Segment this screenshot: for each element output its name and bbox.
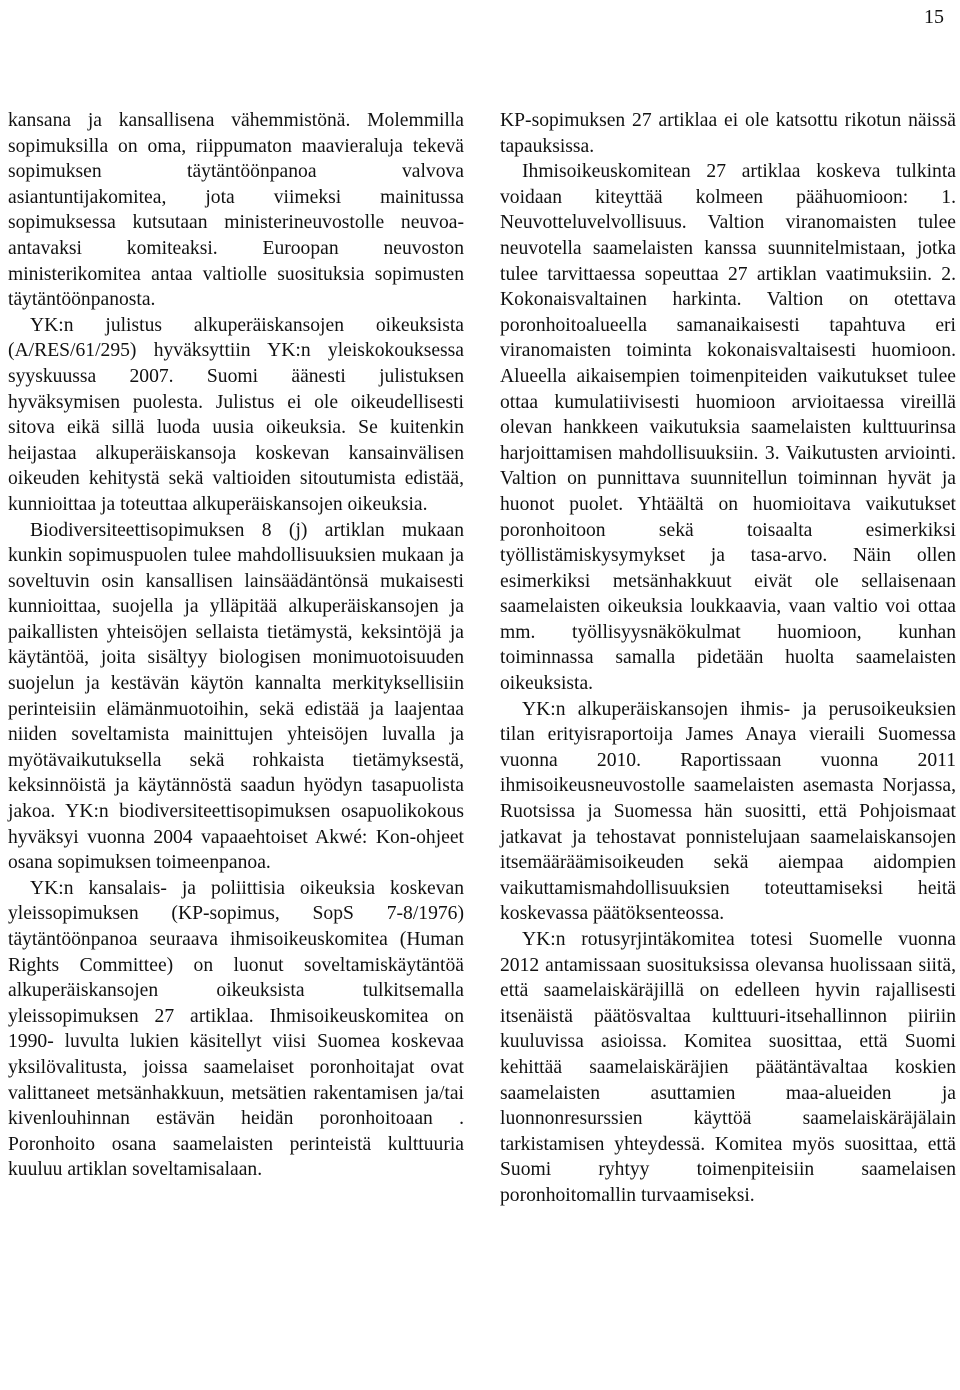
left-column	[8, 108, 464, 1183]
paragraph: YK:n alkuperäiskansojen ihmis- ja perusoikeuksien tilan erityisraportoija James Anaya vieraili Suomessa vuonna 2010. Raportissaan vuonna 2011 ihmisoikeusneuvostolle saamelaisten asemasta Norjassa, Ruotsissa ja Suomessa hän suositti, että Pohjoismaat jatkavat ja tehostavat ponnistelujaan saamelaiskansojen itsemääräämisoikeuden sekä aiempaa aidompien vaikuttamismahdollisuuksien toteuttamiseksi heitä koskevassa päätöksenteossa.	[500, 698, 956, 925]
paragraph: kansana ja kansallisena vähemmistönä. Molemmilla sopimuksilla on oma, riippumaton maavieraluja tekevä sopimuksen täytäntöönpanoa valvova asiantuntijakomitea, jota viimeksi mainitussa sopimuksessa kutsutaan ministerineuvostolle neuvoa-antavaksi komiteaksi. Euroopan neuvoston ministerikomitea antaa valtiolle suosituksia sopimusten täytäntöönpanosta.	[8, 110, 464, 311]
paragraph: Biodiversiteettisopimuksen 8 (j) artiklan mukaan kunkin sopimuspuolen tulee mahdollisuuksien mukaan ja soveltuvin osin kansallisen lainsäädäntönsä mukaisesti kunnioittaa, suojella ja ylläpitää alkuperäiskansojen ja paikallisten yhteisöjen sellaista tietämystä, keksintöjä ja käytäntöä, joita sisältyy biologisen monimuotoisuuden suojelun ja kestävän käytön kannalta merkityksellisiin perinteisiin elämänmuotoihin, sekä edistää ja laajentaa niiden soveltamista mainittujen yhteisöjen luvalla ja myötävaikutuksella sekä rohkaista tietämyksestä, keksinnöistä ja käytännöstä saadun hyödyn tasapuolista jakoa. YK:n biodiversiteettisopimuksen osapuolikokous hyväksyi vuonna 2004 vapaaehtoiset Akwé: Kon-ohjeet osana sopimuksen toimeenpanoa.	[8, 519, 464, 874]
paragraph: YK:n rotusyrjintäkomitea totesi Suomelle vuonna 2012 antamissaan suosituksissa olevansa huolissaan siitä, että saamelaiskäräjillä on edelleen hyvin rajallisesti itsenäistä päätösvaltaa kulttuuri-itsehallinnon piiriin kuuluvissa asioissa. Komitea suosittaa, että Suomi kehittää saamelaiskäräjien päätäntävaltaa koskien saamelaisten asuttamien maa-alueiden ja luonnonresurssien käyttöä saamelaiskäräjälain tarkistamisen yhteydessä. Komitea myös suosittaa, että Suomi ryhtyy toimenpiteisiin saamelaisen poronhoitomallin turvaamiseksi.	[500, 929, 956, 1206]
page-number: 15	[924, 6, 944, 28]
paragraph: YK:n julistus alkuperäiskansojen oikeuksista (A/RES/61/295) hyväksyttiin YK:n yleiskokouksessa syyskuussa 2007. Suomi äänesti julistuksen hyväksymisen puolesta. Julistus ei ole oikeudellisesti sitova eikä sillä luoda uusia oikeuksia. Se kuitenkin heijastaa alkuperäiskansoja koskevan kansainvälisen oikeuden kehitystä sekä valtioiden sitoutumista edistää, kunnioittaa ja toteuttaa alkuperäiskansojen oikeuksia.	[8, 314, 464, 515]
paragraph: Ihmisoikeuskomitean 27 artiklaa koskeva tulkinta voidaan kiteyttää kolmeen päähuomioon: 1. Neuvotteluvelvollisuus. Valtion viranomaisten tulee neuvotella saamelaisten kanssa suunnitelmistaan, jotka tulee tarvittaessa sopeuttaa 27 artiklan vaatimuksiin. 2. Kokonaisvaltainen harkinta. Valtion on otettava poronhoitoalueella samanaikaisesti tapahtuva eri viranomaisten toiminta kokonaisvaltaisesti huomioon. Alueella aikaisempien toimenpiteiden vaikutukset tulee ottaa kumulatiivisesti huomioon arvioitaessa vireillä olevan hankkeen vaikutuksia saamelaisten kulttuurinsa harjoittamisen mahdollisuuksiin. 3. Vaikutusten arviointi. Valtion on punnittava suunnitellun toiminnan hyvät ja huonot puolet. Yhtäältä on huomioitava vaikutukset poronhoitoon sekä toisaalta esimerkiksi työllistämiskysymykset ja tasa-arvo. Näin ollen esimerkiksi metsänhakkuut eivät ole sellaisenaan saamelaisten oikeuksia loukkaavia, vaan valtio voi ottaa mm. työllisyysnäkökulmat huomioon, kunhan toiminnassa samalla pidetään huolta saamelaisten oikeuksista.	[500, 161, 956, 695]
right-column	[500, 108, 956, 1209]
paragraph: YK:n kansalais- ja poliittisia oikeuksia koskevan yleissopimuksen (KP-sopimus, SopS 7-8/1976) täytäntöönpanoa seuraava ihmisoikeuskomitea (Human Rights Committee) on luonut soveltamiskäytäntöä alkuperäiskansojen oikeuksista tulkitsemalla yleissopimuksen 27 artiklaa. Ihmisoikeuskomitea on 1990- luvulta lukien käsitellyt viisi Suomea koskevaa yksilövalitusta, joissa saamelaiset poronhoitajat ovat valittaneet metsänhakkuun, metsätien rakentamisen ja/tai kivenlouhinnan estävän heidän poronhoitoaan . Poronhoito osana saamelaisten perinteistä kulttuuria kuuluu artiklan soveltamisalaan.	[8, 877, 464, 1181]
paragraph: KP-sopimuksen 27 artiklaa ei ole katsottu rikotun näissä tapauksissa.	[500, 110, 956, 157]
